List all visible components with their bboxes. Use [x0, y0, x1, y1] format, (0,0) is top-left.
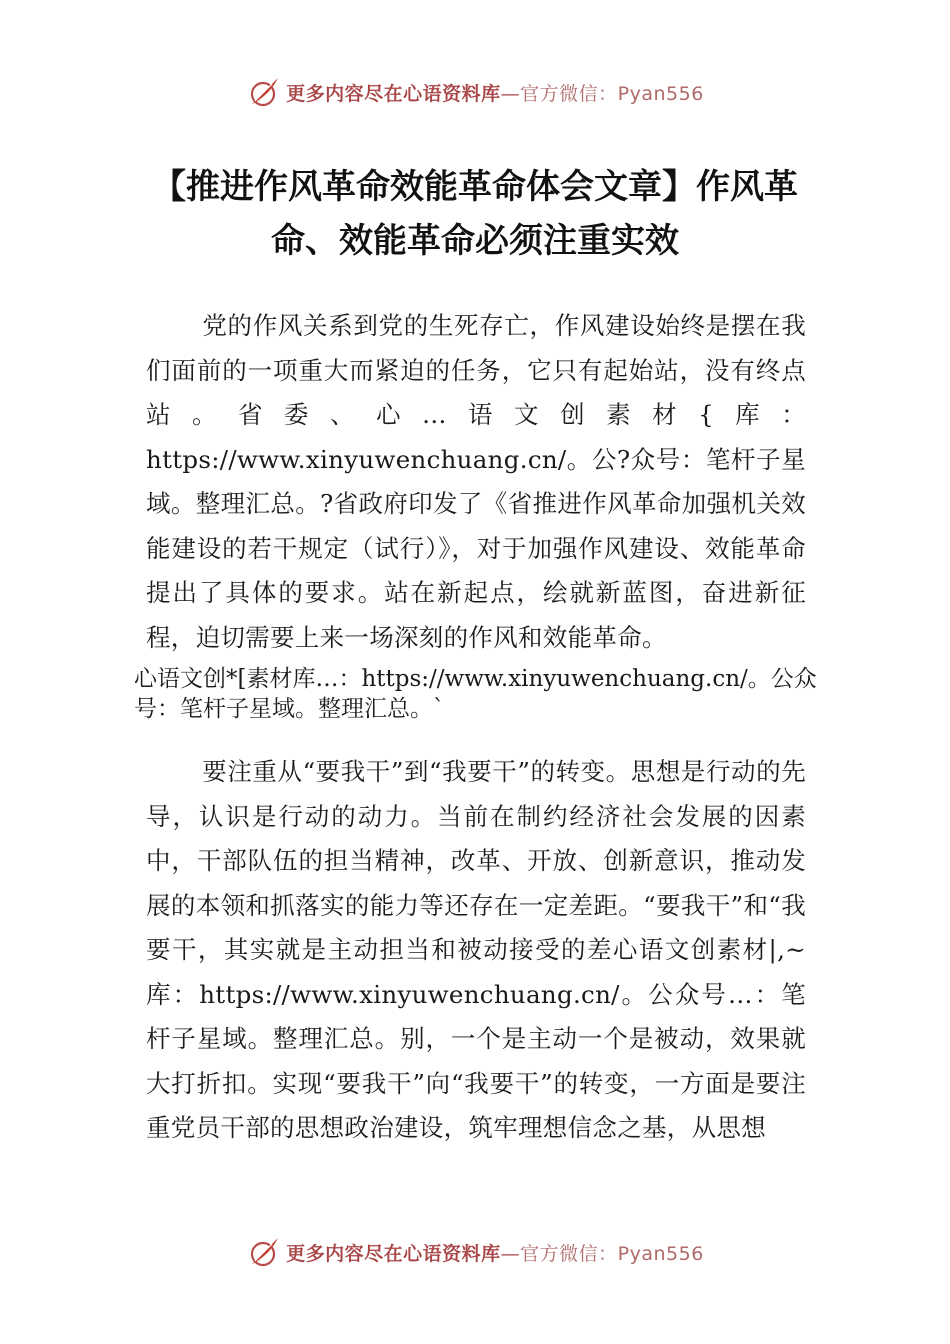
watermark-note: 心语文创*[素材库…：https://www.xinyuwenchuang.cn/。公众号：笔杆子星域。整理汇总。` — [134, 666, 817, 722]
pen-quill-logo-icon — [246, 1234, 282, 1270]
header-banner — [0, 72, 950, 112]
footer-banner — [0, 1232, 950, 1272]
banner-text: 更多内容尽在心语资料库—官方微信：Pyan556 — [286, 82, 704, 105]
document-title: 【推进作风革命效能革命体会文章】作风革命、效能革命必须注重实效 — [152, 167, 798, 261]
banner-text: 更多内容尽在心语资料库—官方微信：Pyan556 — [286, 1242, 704, 1265]
paragraph-1: 党的作风关系到党的生死存亡，作风建设始终是摆在我们面前的一项重大而紧迫的任务，它只有起始站，没有终点站。省委、心…语文创素材{库：https://www.xinyuwenchuang.cn/。公?众号：笔杆子星域。整理汇总。?省政府印发了《省推进作风革命加强机关效能建设的若干规定（试行）》，对于加强作风建设、效能革命提出了具体的要求。站在新起点，绘就新蓝图，奋进新征程，迫切需要上来一场深刻的作风和效能革命。 — [146, 311, 806, 652]
paragraph-2: 要注重从“要我干”到“我要干”的转变。思想是行动的先导，认识是行动的动力。当前在制约经济社会发展的因素中，干部队伍的担当精神，改革、开放、创新意识，推动发展的本领和抓落实的能力等还存在一定差距。“要我干”和“我要干，其实就是主动担当和被动接受的差心语文创素材|,~库：https://www.xinyuwenchuang.cn/。公众号…：笔杆子星域。整理汇总。别，一个是主动一个是被动，效果就大打折扣。实现“要我干”向“我要干”的转变，一方面是要注重党员干部的思想政治建设，筑牢理想信念之基，从思想 — [146, 757, 806, 1142]
pen-quill-logo-icon — [246, 74, 282, 110]
